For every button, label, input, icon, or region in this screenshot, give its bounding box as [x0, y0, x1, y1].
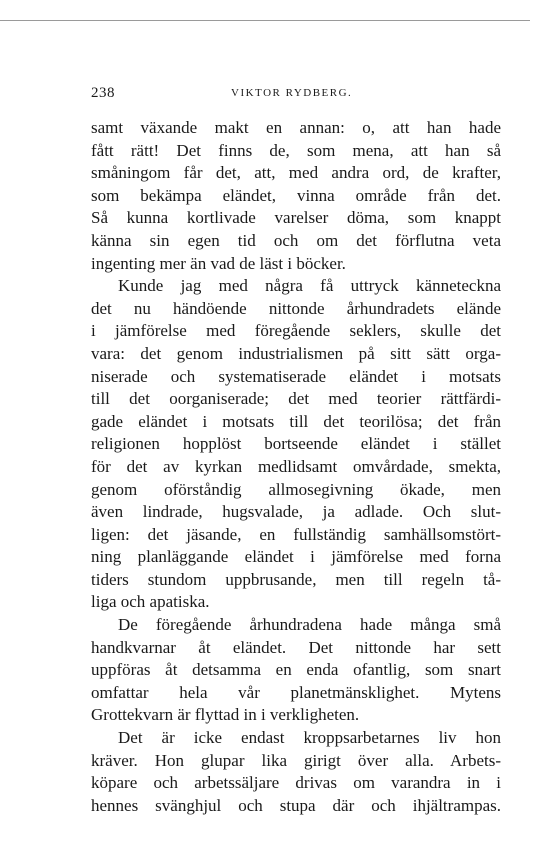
text-line: Grottekvarn är flyttad in i verkligheten.: [91, 705, 360, 725]
text-line: Så kunna kortlivade varelser döma, som knappt: [91, 208, 501, 228]
text-line: till det oorganiserade; det med teorier rättfärdi-: [91, 389, 501, 409]
text-line: även lindrade, hugsvalade, ja adlade. Och slut-: [91, 502, 501, 522]
text-line: Det är icke endast kroppsarbetarnes liv hon: [118, 728, 501, 748]
text-line: liga och apatiska.: [91, 592, 210, 612]
text-line: vara: det genom industrialismen på sitt sätt orga-: [91, 343, 501, 363]
text-line: handkvarnar åt eländet. Det nittonde har sett: [91, 637, 501, 657]
text-line: genom oförståndig allmosegivning ökade, men: [91, 479, 501, 499]
page-number: 238: [91, 85, 115, 101]
text-line: samt växande makt en annan: o, att han hade: [91, 118, 501, 137]
page-header: [91, 85, 501, 105]
text-line: för det av kyrkan medlidsamt omvårdade, smekta,: [91, 456, 501, 476]
text-line: som bekämpa eländet, vinna område från det.: [91, 185, 501, 205]
text-line: i jämförelse med föregående seklers, skulle det: [91, 321, 501, 341]
text-line: ligen: det jäsande, en fullständig samhällsomstört-: [91, 524, 501, 544]
text-line: religionen hopplöst bortseende eländet i stället: [91, 434, 501, 454]
text-line: fått rätt! Det finns de, som mena, att han så: [91, 140, 501, 160]
body-text: [91, 117, 501, 817]
text-line: ning planläggande eländet i jämförelse med forna: [91, 547, 501, 567]
text-line: småningom får det, att, med andra ord, de krafter,: [91, 163, 501, 183]
text-line: det nu händöende nittonde århundradets elände: [91, 298, 501, 318]
running-head: VIKTOR RYDBERG.: [231, 87, 353, 99]
text-line: köpare och arbetssäljare drivas om varandra in i: [91, 773, 501, 793]
text-line: känna sin egen tid och om det förflutna veta: [91, 230, 501, 250]
top-rule: [0, 20, 530, 21]
text-line: ingenting mer än vad de läst i böcker.: [91, 253, 346, 273]
text-line: omfattar hela vår planetmänsklighet. Mytens: [91, 682, 501, 702]
text-line: De föregående århundradena hade många små: [118, 615, 501, 635]
text-line: tiders stundom uppbrusande, men till regeln tå-: [91, 569, 501, 589]
text-line: kräver. Hon glupar lika girigt över alla. Arbets-: [91, 750, 501, 770]
text-line: hennes svänghjul och stupa där och ihjältrampas.: [91, 795, 501, 815]
text-line: gade eländet i motsats till det teorilösa; det från: [91, 411, 501, 431]
text-line: niserade och systematiserade eländet i motsats: [91, 366, 501, 386]
text-line: Kunde jag med några få uttryck känneteckna: [118, 276, 501, 296]
text-line: uppföras åt detsamma en enda ofantlig, som snart: [91, 660, 501, 680]
